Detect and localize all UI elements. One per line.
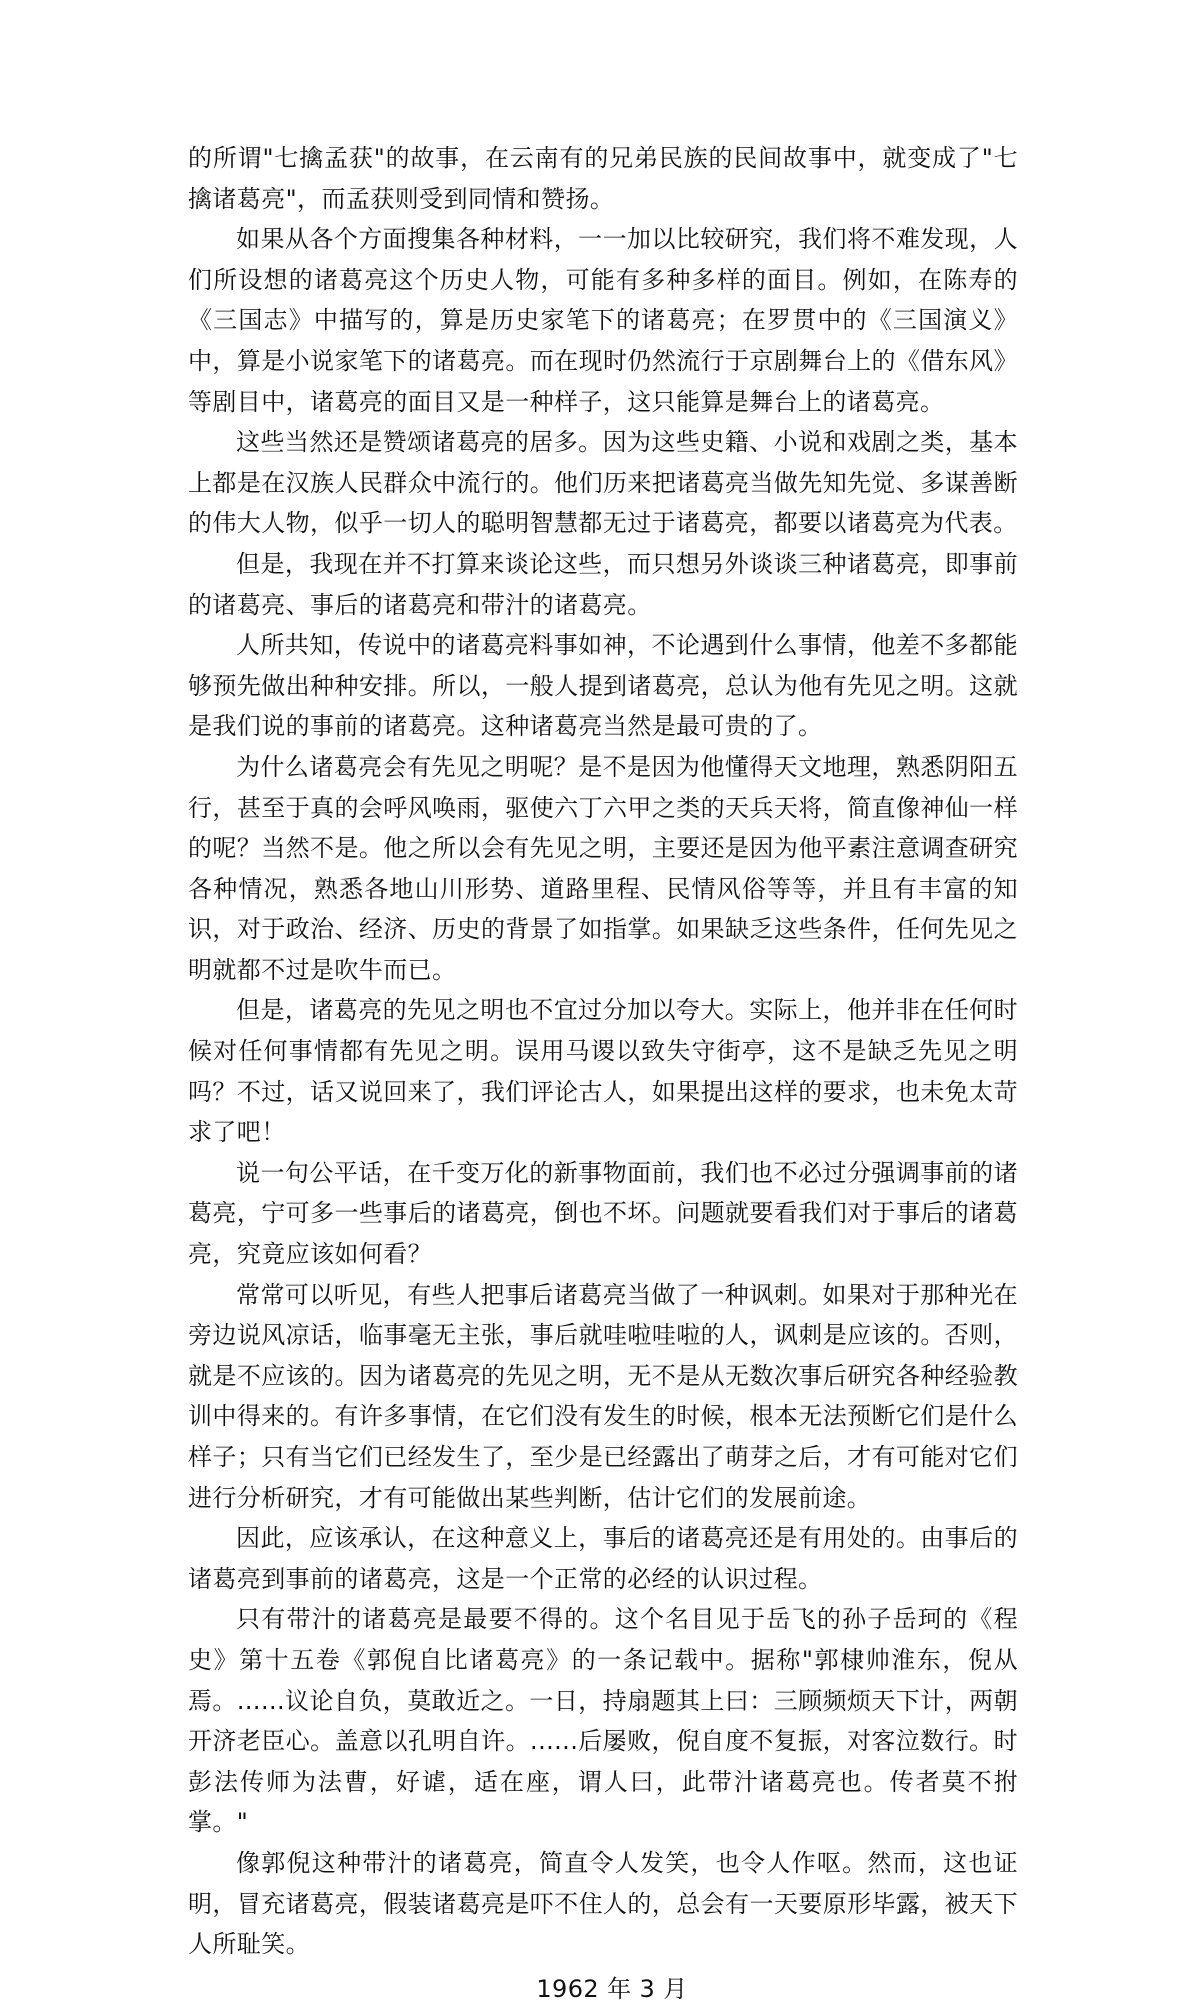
paragraph: 常常可以听见，有些人把事后诸葛亮当做了一种讽刺。如果对于那种光在旁边说风凉话，临事毫无主张，事后就哇啦哇啦的人，讽刺是应该的。否则，就是不应该的。因为诸葛亮的先见之明，无不是从无数次事后研究各种经验教训中得来的。有许多事情，在它们没有发生的时候，根本无法预断它们是什么样子；只有当它们已经发生了，至少是已经露出了萌芽之后，才有可能对它们进行分析研究，才有可能做出某些判断，估计它们的发展前途。 [188, 1280, 1018, 1512]
paragraph: 为什么诸葛亮会有先见之明呢？是不是因为他懂得天文地理，熟悉阴阳五行，甚至于真的会呼风唤雨，驱使六丁六甲之类的天兵天将，简直像神仙一样的呢？当然不是。他之所以会有先见之明，主要还是因为他平素注意调查研究各种情况，熟悉各地山川形势、道路里程、民情风俗等等，并且有丰富的知识，对于政治、经济、历史的背景了如指掌。如果缺乏这些条件，任何先见之明就都不过是吹牛而已。 [188, 752, 1018, 984]
paragraph: 这些当然还是赞颂诸葛亮的居多。因为这些史籍、小说和戏剧之类，基本上都是在汉族人民群众中流行的。他们历来把诸葛亮当做先知先觉、多谋善断的伟大人物，似乎一切人的聪明智慧都无过于诸葛亮，都要以诸葛亮为代表。 [188, 428, 1018, 538]
paragraph: 说一句公平话，在千变万化的新事物面前，我们也不必过分强调事前的诸葛亮，宁可多一些事后的诸葛亮，倒也不坏。问题就要看我们对于事后的诸葛亮，究竟应该如何看？ [188, 1158, 1018, 1269]
paragraph: 因此，应该承认，在这种意义上，事后的诸葛亮还是有用处的。由事后的诸葛亮到事前的诸葛亮，这是一个正常的必经的认识过程。 [188, 1524, 1018, 1593]
paragraph: 但是，我现在并不打算来谈论这些，而只想另外谈谈三种诸葛亮，即事前的诸葛亮、事后的诸葛亮和带汁的诸葛亮。 [188, 549, 1018, 619]
paragraph: 人所共知，传说中的诸葛亮料事如神，不论遇到什么事情，他差不多都能够预先做出种种安排。所以，一般人提到诸葛亮，总认为他有先见之明。这就是我们说的事前的诸葛亮。这种诸葛亮当然是最可贵的了。 [188, 631, 1018, 741]
paragraph: 只有带汁的诸葛亮是最要不得的。这个名目见于岳飞的孙子岳珂的《程史》第十五卷《郭倪自比诸葛亮》的一条记载中。据称"郭棣帅淮东，倪从焉。......议论自负，莫敢近之。一日，持扇题其上曰：三顾频烦天下计，两朝开济老臣心。盖意以孔明自许。......后屡败，倪自度不复振，对客泣数行。时彭法传师为法曹，好谑，适在座，谓人曰，此带汁诸葛亮也。传者莫不拊掌。" [188, 1605, 1018, 1837]
paragraph: 像郭倪这种带汁的诸葛亮，简直令人发笑，也令人作呕。然而，这也证明，冒充诸葛亮，假装诸葛亮是吓不住人的，总会有一天要原形毕露，被天下人所耻笑。 [188, 1848, 1018, 1959]
paragraph: 但是，诸葛亮的先见之明也不宜过分加以夸大。实际上，他并非在任何时候对任何事情都有先见之明。误用马谡以致失守街亭，这不是缺乏先见之明吗？不过，话又说回来了，我们评论古人，如果提出这样的要求，也未免太苛求了吧！ [188, 996, 1018, 1147]
paragraph-continuation: 的所谓"七擒孟获"的故事，在云南有的兄弟民族的民间故事中，就变成了"七擒诸葛亮"，而孟获则受到同情和赞扬。 [188, 144, 1018, 213]
date-line: 1962 年 3 月 [536, 1974, 688, 2003]
document-page [188, 138, 1018, 2009]
paragraph: 如果从各个方面搜集各种材料，一一加以比较研究，我们将不难发现，人们所设想的诸葛亮这个历史人物，可能有多种多样的面目。例如，在陈寿的《三国志》中描写的，算是历史家笔下的诸葛亮；在罗贯中的《三国演义》中，算是小说家笔下的诸葛亮。而在现时仍然流行于京剧舞台上的《借东风》等剧目中，诸葛亮的面目又是一种样子，这只能算是舞台上的诸葛亮。 [188, 225, 1018, 416]
